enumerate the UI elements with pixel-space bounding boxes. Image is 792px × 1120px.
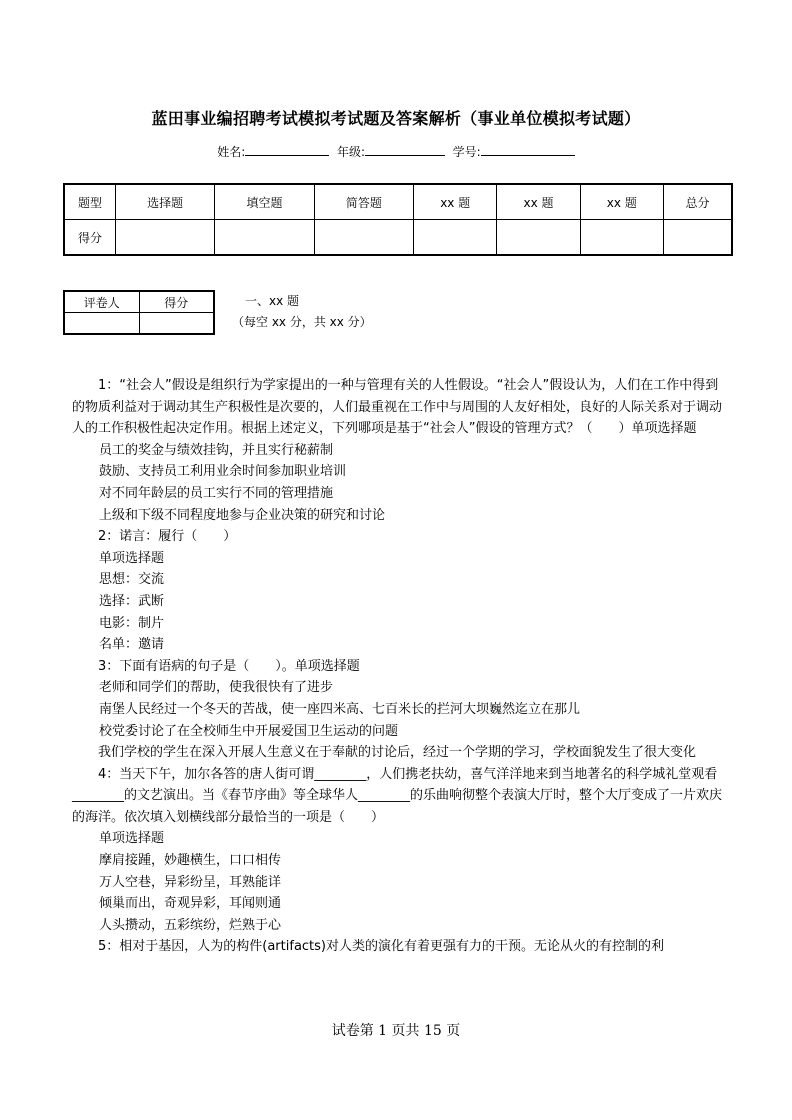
question-text: 5：相对于基因，人为的构件(artifacts)对人类的演化有着更强有力的干预。无论从火的有控制的利 [98,939,664,955]
question-text: 3：下面有语病的句子是（ ）。单项选择题 [98,658,360,674]
option: 我们学校的学生在深入开展人生意义在于奉献的讨论后，经过一个学期的学习，学校面貌发生了很大变化 [98,745,697,761]
header-cell: 简答题 [314,184,413,220]
option: 上级和下级不同程度地参与企业决策的研究和讨论 [99,507,386,523]
student-info-line [0,143,792,160]
header-cell: 题型 [64,184,116,220]
grader-score-cell[interactable] [139,313,214,335]
option: 选择：武断 [99,593,165,609]
name-field[interactable] [245,143,329,156]
option: 南堡人民经过一个冬天的苦战，使一座四米高、七百米长的拦河大坝巍然迄立在那儿 [99,701,581,717]
grade-label: 年级: [336,145,366,159]
question-text: 4：当天下午，加尔各答的唐人街可谓________，人们携老扶幼，喜气洋洋地来到当地著名的科学城礼堂观看________的文艺演出。当《春节序曲》等全球华人________的乐曲响彻整个表演大厅时，整个大厅变成了一片欢庆的海洋。依次填入划横线部分最恰当的一项是（ ） [72,766,723,825]
header-cell: 总分 [663,184,732,220]
option: 校党委讨论了在全校师生中开展爱国卫生运动的问题 [99,723,399,739]
questions-body [72,375,722,958]
option: 单项选择题 [99,550,165,566]
score-cell[interactable] [663,220,732,256]
student-id-label: 学号: [452,145,481,159]
header-cell: xx 题 [580,184,663,220]
page-title: 蓝田事业编招聘考试模拟考试题及答案解析（事业单位模拟考试题） [151,109,641,128]
option: 思想：交流 [99,572,165,588]
section-title: 一、xx 题 [245,294,300,308]
option: 名单：邀请 [99,637,165,653]
score-table [63,183,733,256]
question-text: 1：“社会人”假设是组织行为学家提出的一种与管理有关的人性假设。“社会人”假设认为，人们在工作中得到的物质利益对于调动其生产积极性是次要的，人们最重视在工作中与周围的人友好相处，良好的人际关系对于调动人的工作积极性起决定作用。根据上述定义，下列哪项是基于“社会人”假设的管理方式？（ ）单项选择题 [72,378,723,437]
option: 人头攒动，五彩缤纷，烂熟于心 [99,917,282,933]
page-footer: 试卷第 1 页共 15 页 [331,1023,461,1039]
score-table-header-row [64,184,732,220]
grader-table [63,290,215,335]
option: 鼓励、支持员工利用业余时间参加职业培训 [99,464,347,480]
question-text: 2：诺言：履行（ ） [98,529,237,545]
student-id-field[interactable] [481,143,575,156]
score-cell[interactable] [116,220,215,256]
header-cell: 填空题 [215,184,314,220]
option: 摩肩接踵，妙趣横生，口口相传 [99,853,282,869]
grader-header: 评卷人 [64,291,139,313]
option: 老师和同学们的帮助，使我很快有了进步 [99,680,334,696]
option: 员工的奖金与绩效挂钩，并且实行秘薪制 [99,442,334,458]
name-label: 姓名: [217,145,246,159]
header-cell: xx 题 [497,184,580,220]
score-cell[interactable] [580,220,663,256]
header-cell: 选择题 [116,184,215,220]
score-table-score-row [64,220,732,256]
score-cell[interactable] [414,220,497,256]
grader-score-header: 得分 [139,291,214,313]
row-label: 得分 [64,220,116,256]
score-cell[interactable] [497,220,580,256]
option: 单项选择题 [99,831,165,847]
header-cell: xx 题 [414,184,497,220]
score-cell[interactable] [215,220,314,256]
option: 电影：制片 [99,615,165,631]
score-cell[interactable] [314,220,413,256]
option: 对不同年龄层的员工实行不同的管理措施 [99,485,334,501]
option: 万人空巷，异彩纷呈，耳熟能详 [99,874,282,890]
grader-cell[interactable] [64,313,139,335]
grade-field[interactable] [365,143,445,156]
section-subtitle: （每空 xx 分，共 xx 分） [232,315,372,329]
option: 倾巢而出，奇观异彩，耳闻则通 [99,896,282,912]
